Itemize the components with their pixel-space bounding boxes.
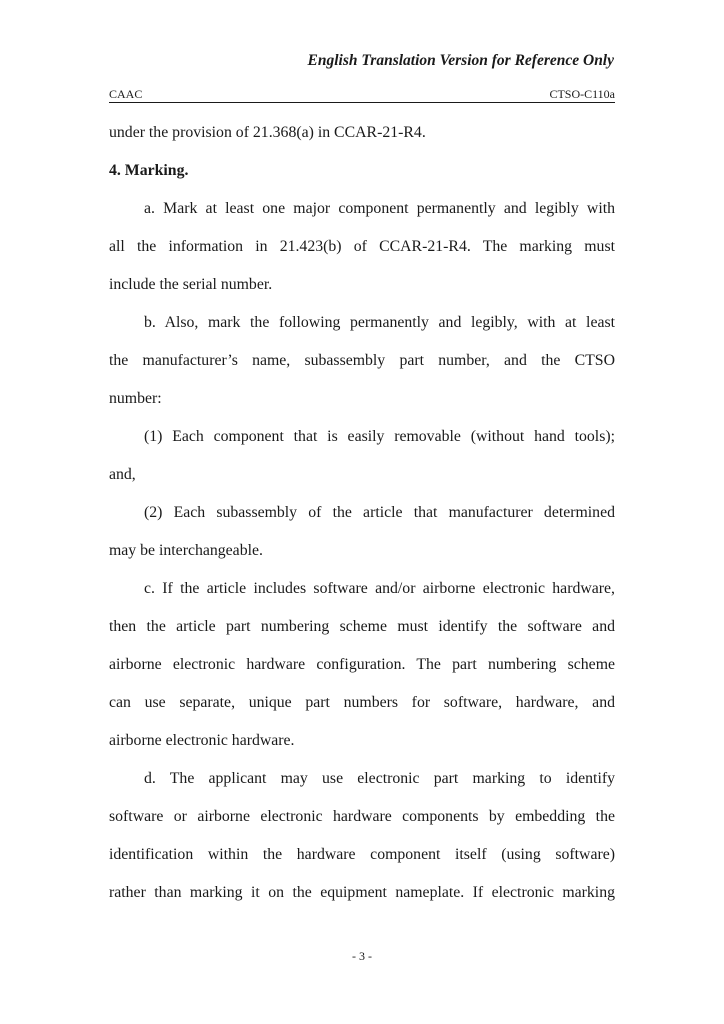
paragraph-b2: [109, 494, 615, 570]
paragraph-line: identification within the hardware component itself (using software): [109, 846, 615, 863]
paragraph-line: the manufacturer’s name, subassembly part number, and the CTSO: [109, 352, 615, 369]
header-document-id: CTSO-C110a: [549, 87, 615, 101]
paragraph-line: airborne electronic hardware configuration. The part numbering scheme: [109, 656, 615, 673]
paragraph-line: airborne electronic hardware.: [109, 732, 295, 749]
page-number: - 3 -: [352, 949, 372, 963]
paragraph-line: (1) Each component that is easily removable (without hand tools);: [144, 428, 615, 445]
paragraph-line: can use separate, unique part numbers for software, hardware, and: [109, 694, 615, 711]
paragraph-d: [109, 760, 615, 912]
paragraph-line: then the article part numbering scheme must identify the software and: [109, 618, 615, 635]
paragraph-line: a. Mark at least one major component permanently and legibly with: [144, 200, 615, 217]
paragraph-a: [109, 190, 615, 304]
paragraph-line: and,: [109, 466, 136, 483]
paragraph-line: include the serial number.: [109, 276, 273, 293]
paragraph-c: [109, 570, 615, 760]
continuation-line: under the provision of 21.368(a) in CCAR-21-R4.: [109, 124, 426, 141]
paragraph-line: software or airborne electronic hardware components by embedding the: [109, 808, 615, 825]
section-heading: 4. Marking.: [109, 162, 189, 179]
paragraph-line: b. Also, mark the following permanently and legibly, with at least: [144, 314, 615, 331]
translation-banner: English Translation Version for Reference Only: [307, 52, 614, 69]
paragraph-line: rather than marking it on the equipment nameplate. If electronic marking: [109, 884, 615, 901]
paragraph-b1: [109, 418, 615, 494]
paragraph-line: (2) Each subassembly of the article that manufacturer determined: [144, 504, 615, 521]
paragraph-b: [109, 304, 615, 418]
document-body: [109, 114, 615, 912]
paragraph-line: c. If the article includes software and/or airborne electronic hardware,: [144, 580, 615, 597]
header-organization: CAAC: [109, 87, 143, 101]
paragraph-line: number:: [109, 390, 162, 407]
paragraph-line: may be interchangeable.: [109, 542, 263, 559]
paragraph-line: all the information in 21.423(b) of CCAR-21-R4. The marking must: [109, 238, 615, 255]
page-header: [109, 87, 615, 103]
paragraph-line: d. The applicant may use electronic part marking to identify: [144, 770, 615, 787]
